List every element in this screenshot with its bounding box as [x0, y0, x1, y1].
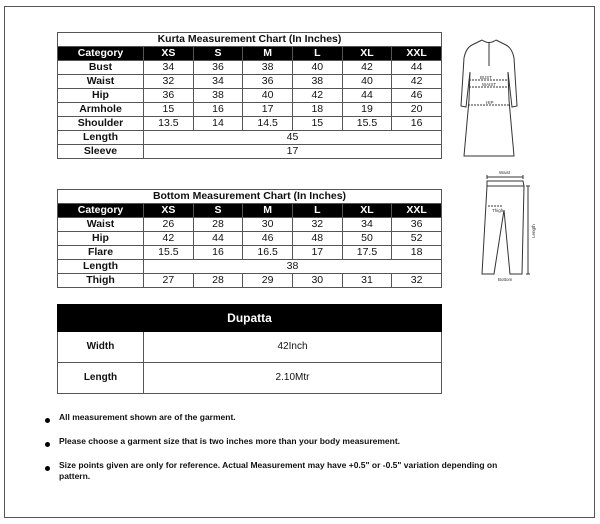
table-cell: 16	[193, 246, 243, 260]
table-row	[58, 332, 442, 363]
row-label: Waist	[58, 75, 144, 89]
table-cell: 13.5	[144, 117, 194, 131]
row-label: Hip	[58, 232, 144, 246]
table-cell: 38	[292, 75, 342, 89]
table-cell: 42	[342, 61, 392, 75]
table-cell: 28	[193, 274, 243, 288]
row-label: Flare	[58, 246, 144, 260]
row-label: Length	[58, 260, 144, 274]
row-label: Shoulder	[58, 117, 144, 131]
table-cell: 19	[342, 103, 392, 117]
table-cell: 36	[243, 75, 293, 89]
table-row	[58, 260, 442, 274]
bottom-illustration	[480, 166, 540, 286]
table-cell: 42	[392, 75, 442, 89]
table-row	[58, 103, 442, 117]
hip-label: HIP	[486, 100, 494, 105]
table-cell: 44	[193, 232, 243, 246]
table-row	[58, 246, 442, 260]
table-cell: 36	[392, 218, 442, 232]
table-cell: 31	[342, 274, 392, 288]
table-cell: 38	[144, 260, 442, 274]
table-row	[58, 117, 442, 131]
bottom-measurement-table	[57, 189, 442, 288]
column-header: S	[193, 47, 243, 61]
list-item	[45, 412, 515, 423]
table-cell: 32	[392, 274, 442, 288]
table-cell: 42	[292, 89, 342, 103]
table-cell: 16.5	[243, 246, 293, 260]
table-cell: 32	[292, 218, 342, 232]
thigh-label: Thigh	[492, 208, 504, 213]
table-row	[58, 274, 442, 288]
dupatta-measurement-table	[57, 304, 442, 394]
column-header: M	[243, 204, 293, 218]
table-cell: 36	[144, 89, 194, 103]
table-cell: 40	[342, 75, 392, 89]
list-item	[45, 460, 515, 482]
table-cell: 27	[144, 274, 194, 288]
column-header: XS	[144, 47, 194, 61]
bottom-chart-title: Bottom Measurement Chart (In Inches)	[58, 190, 442, 204]
table-cell: 15.5	[144, 246, 194, 260]
row-label: Waist	[58, 218, 144, 232]
list-item	[45, 436, 515, 447]
table-row	[58, 61, 442, 75]
table-cell: 32	[144, 75, 194, 89]
kurta-measurement-table	[57, 32, 442, 159]
table-cell: 17	[243, 103, 293, 117]
note-text: Please choose a garment size that is two inches more than your body measurement.	[59, 436, 401, 446]
table-cell: 28	[193, 218, 243, 232]
row-label: Thigh	[58, 274, 144, 288]
waist-label: WAIST	[482, 82, 497, 87]
table-row	[58, 131, 442, 145]
bottom-label: Bottom	[498, 277, 513, 282]
kurta-illustration	[458, 36, 520, 160]
table-cell: 17	[292, 246, 342, 260]
row-label: Bust	[58, 61, 144, 75]
table-cell: 17.5	[342, 246, 392, 260]
length-label: Length	[531, 224, 536, 238]
table-cell: 44	[392, 61, 442, 75]
row-label: Width	[58, 332, 144, 363]
table-cell: 16	[392, 117, 442, 131]
table-cell: 40	[243, 89, 293, 103]
column-header: Category	[58, 204, 144, 218]
table-cell: 42Inch	[144, 332, 442, 363]
table-row	[58, 363, 442, 394]
row-label: Hip	[58, 89, 144, 103]
table-cell: 30	[292, 274, 342, 288]
table-cell: 16	[193, 103, 243, 117]
bust-label: BUST	[480, 75, 493, 80]
table-cell: 14.5	[243, 117, 293, 131]
notes-list	[45, 412, 515, 495]
column-header: L	[292, 204, 342, 218]
table-row	[58, 89, 442, 103]
table-cell: 38	[243, 61, 293, 75]
table-cell: 44	[342, 89, 392, 103]
column-header: XL	[342, 47, 392, 61]
table-cell: 2.10Mtr	[144, 363, 442, 394]
column-header: XS	[144, 204, 194, 218]
table-cell: 34	[193, 75, 243, 89]
table-cell: 48	[292, 232, 342, 246]
dupatta-title: Dupatta	[58, 305, 442, 332]
table-cell: 15.5	[342, 117, 392, 131]
table-cell: 40	[292, 61, 342, 75]
row-label: Length	[58, 131, 144, 145]
table-row	[58, 75, 442, 89]
waist-label: Waist	[499, 170, 511, 175]
kurta-chart-title: Kurta Measurement Chart (In Inches)	[58, 33, 442, 47]
bottom-header-row	[58, 204, 442, 218]
column-header: M	[243, 47, 293, 61]
table-cell: 34	[342, 218, 392, 232]
column-header: Category	[58, 47, 144, 61]
table-cell: 14	[193, 117, 243, 131]
kurta-header-row	[58, 47, 442, 61]
row-label: Length	[58, 363, 144, 394]
table-cell: 52	[392, 232, 442, 246]
table-cell: 46	[392, 89, 442, 103]
table-cell: 36	[193, 61, 243, 75]
column-header: XXL	[392, 47, 442, 61]
column-header: L	[292, 47, 342, 61]
table-cell: 26	[144, 218, 194, 232]
column-header: XXL	[392, 204, 442, 218]
table-cell: 17	[144, 145, 442, 159]
note-text: All measurement shown are of the garment.	[59, 412, 236, 422]
table-cell: 30	[243, 218, 293, 232]
table-cell: 45	[144, 131, 442, 145]
table-cell: 34	[144, 61, 194, 75]
column-header: S	[193, 204, 243, 218]
table-cell: 18	[392, 246, 442, 260]
bullet-icon	[45, 442, 50, 447]
table-cell: 15	[292, 117, 342, 131]
bullet-icon	[45, 418, 50, 423]
table-cell: 15	[144, 103, 194, 117]
table-cell: 18	[292, 103, 342, 117]
table-cell: 20	[392, 103, 442, 117]
table-cell: 50	[342, 232, 392, 246]
table-cell: 38	[193, 89, 243, 103]
note-text: Size points given are only for reference. Actual Measurement may have +0.5" or -0.5" variation depending on pattern.	[59, 460, 498, 481]
table-cell: 42	[144, 232, 194, 246]
table-cell: 29	[243, 274, 293, 288]
table-row	[58, 232, 442, 246]
row-label: Armhole	[58, 103, 144, 117]
column-header: XL	[342, 204, 392, 218]
table-cell: 46	[243, 232, 293, 246]
bullet-icon	[45, 466, 50, 471]
table-row	[58, 145, 442, 159]
row-label: Sleeve	[58, 145, 144, 159]
table-row	[58, 218, 442, 232]
